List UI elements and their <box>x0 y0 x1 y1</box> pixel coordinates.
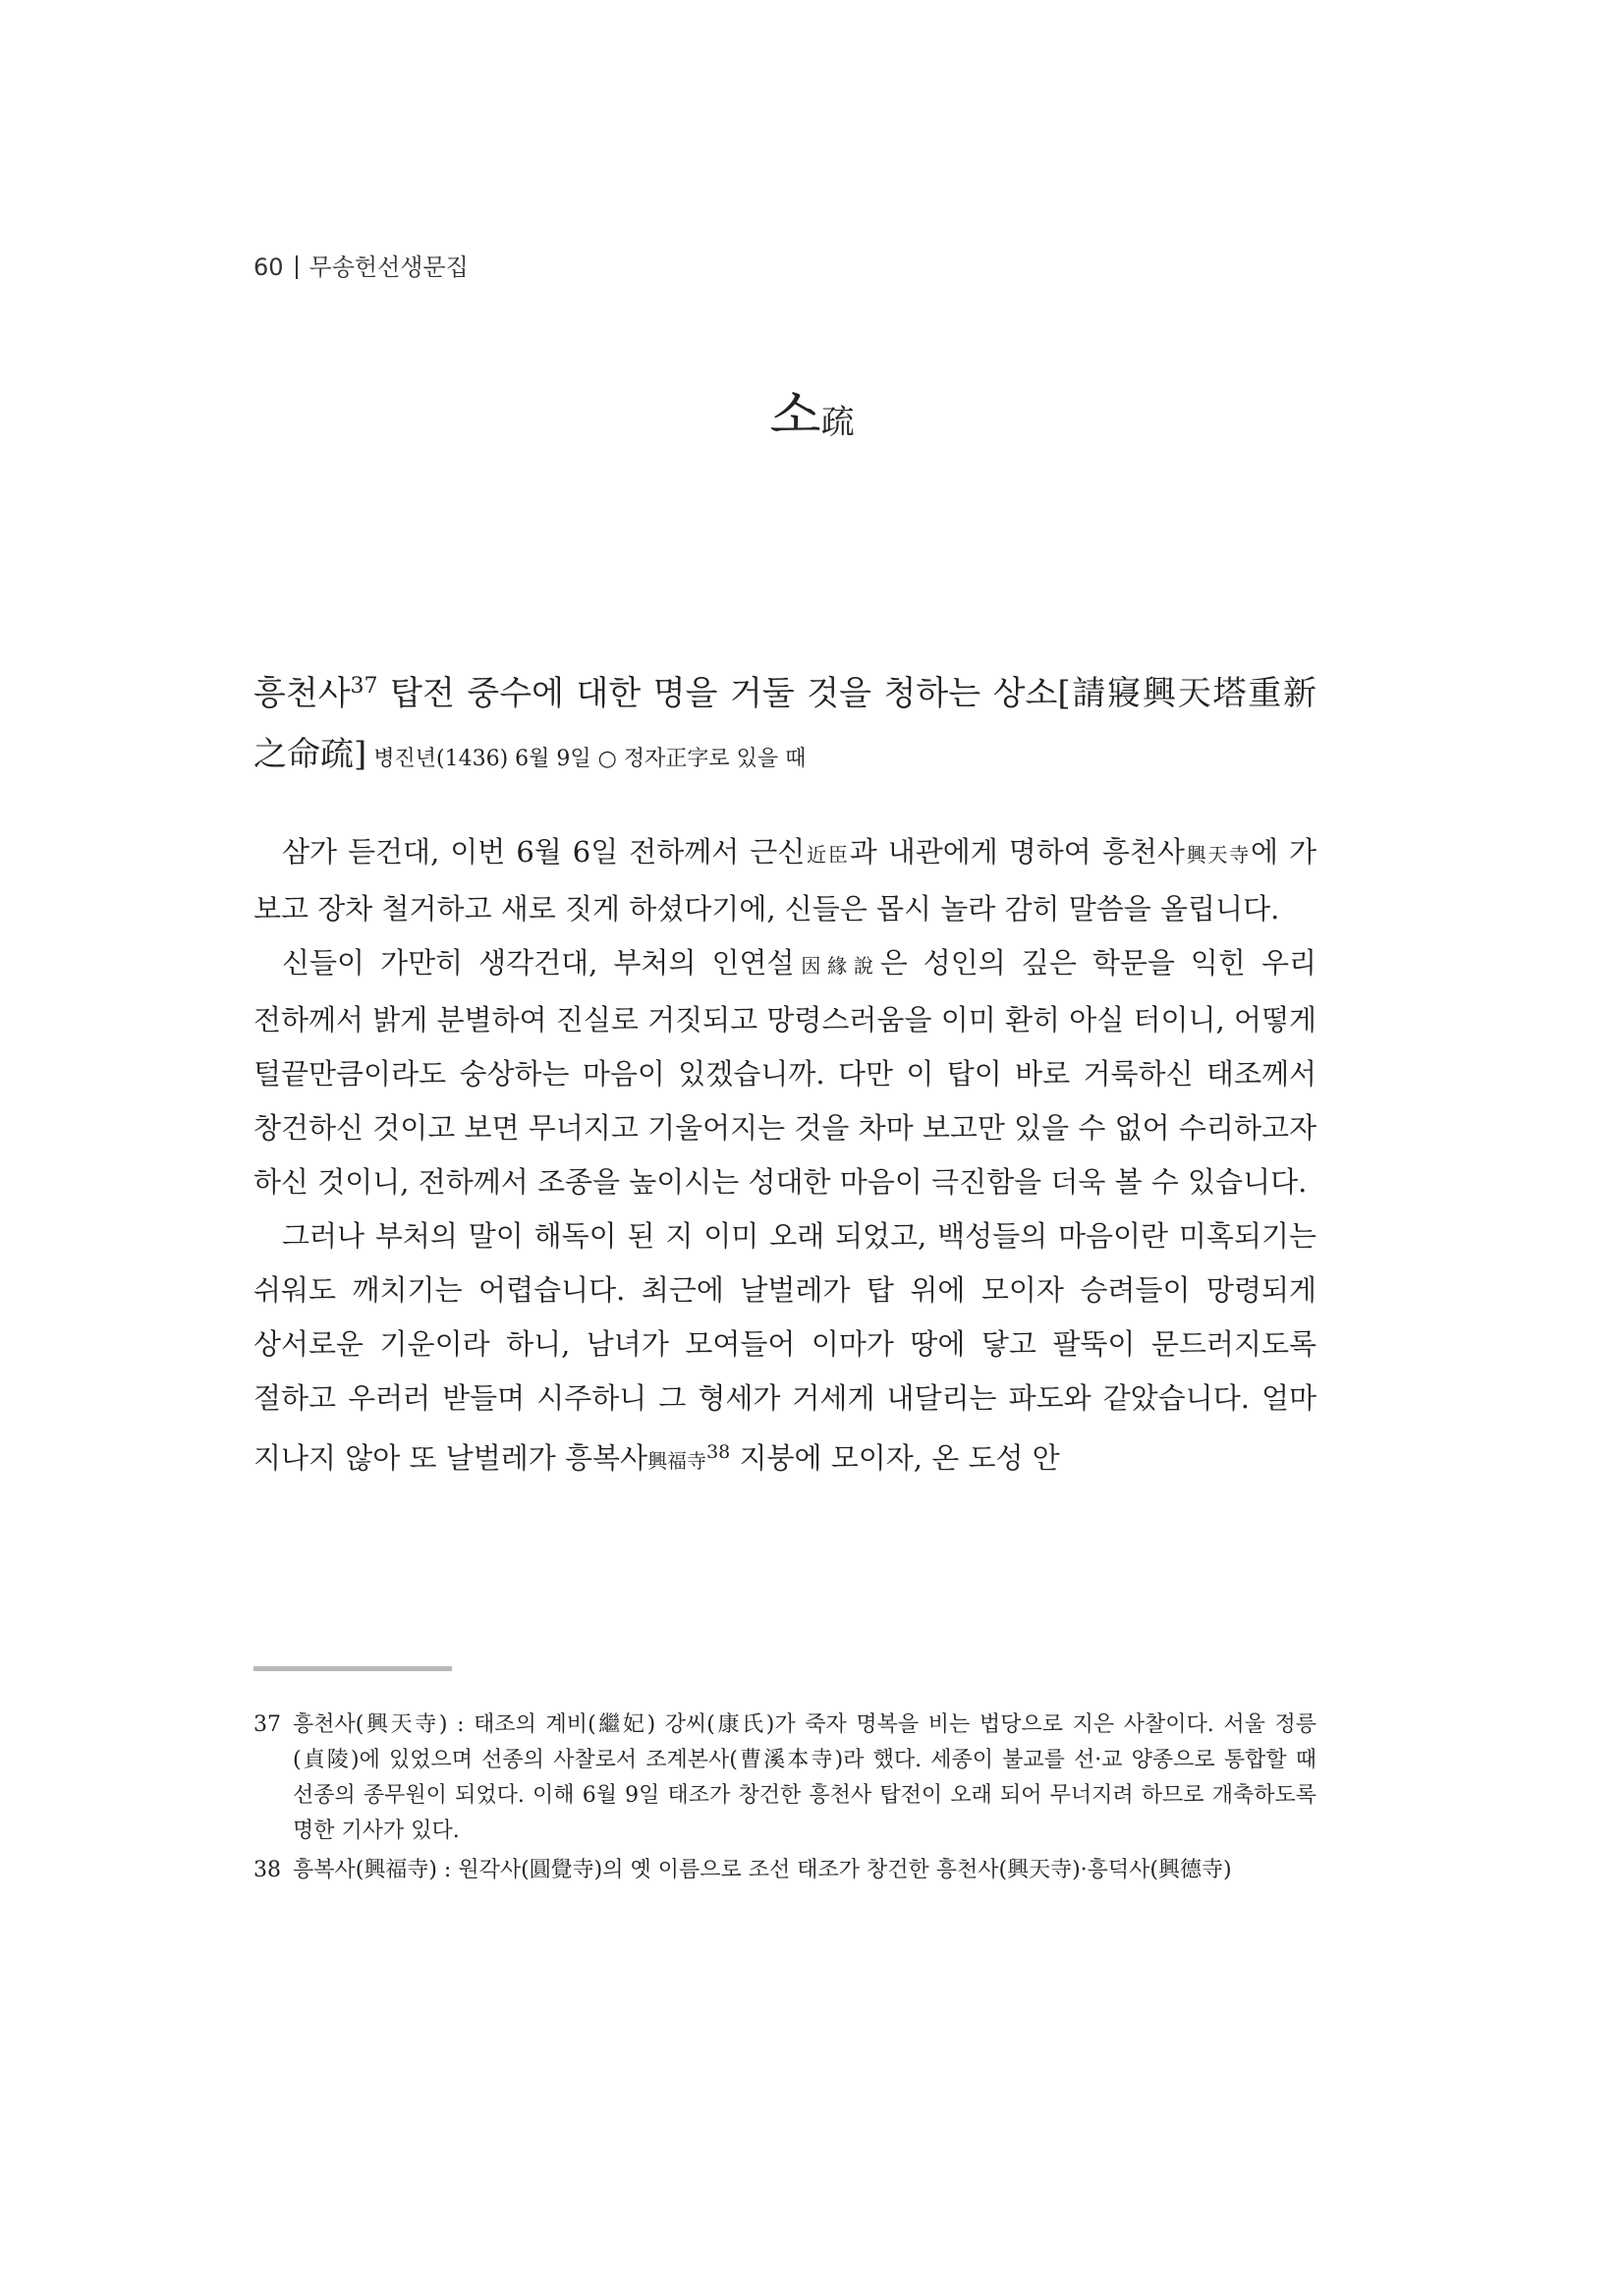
article-title-main: 흥천사 <box>253 674 351 713</box>
paragraph-3 <box>253 1209 1316 1488</box>
book-title: 무송헌선생문집 <box>308 253 469 281</box>
footnote-38 <box>253 1853 1316 1888</box>
paragraph-2-text-b: 은 성인의 깊은 학문을 익힌 우리 전하께서 밝게 분별하여 진실로 거짓되고 망령스러움을 이미 환히 아실 터이니, 어떻게 털끝만큼이라도 숭상하는 마음이 있겠습니까. 다만 이 탑이 바로 거룩하신 태조께서 창건하신 것이고 보면 무너지고 기울어지는 것을 차마 보고만 있을 수 없어 수리하고자 하신 것이니, 전하께서 조종을 높이시는 성대한 마음이 극진함을 더욱 볼 수 있습니다. <box>253 946 1316 1199</box>
article-title-rest: 탑전 중수에 대한 명을 거둘 것을 청하는 상소[請寢興天塔重新之命疏] <box>253 674 1316 774</box>
body-text <box>253 825 1316 1488</box>
hanja-gloss: 興天寺 <box>1184 843 1251 867</box>
paragraph-1 <box>253 825 1316 936</box>
paragraph-1-text-c: 에 가 보고 장차 철거하고 새로 짓게 하셨다기에, 신들은 몹시 놀라 감히 말씀을 올립니다. <box>253 835 1317 925</box>
footnote-number: 37 <box>253 1712 281 1737</box>
footnote-ref-37[interactable]: 37 <box>350 674 378 699</box>
paragraph-2 <box>253 936 1316 1209</box>
paragraph-1-text-a: 삼가 듣건대, 이번 6월 6일 전하께서 근신 <box>282 835 806 868</box>
footnote-ref-38[interactable]: 38 <box>706 1441 731 1463</box>
footnote-37 <box>253 1708 1316 1849</box>
paragraph-3-text-a: 그러나 부처의 말이 해독이 된 지 이미 오래 되었고, 백성들의 마음이란 미혹되기는 쉬워도 깨치기는 어렵습니다. 최근에 날벌레가 탑 위에 모이자 승려들이 망령되게 상서로운 기운이라 하니, 남녀가 모여들어 이마가 땅에 닿고 팔뚝이 문드러지도록 절하고 우러러 받들며 시주하니 그 형세가 거세게 내달리는 파도와 같았습니다. 얼마 지나지 않아 또 날벌레가 흥복사 <box>253 1219 1316 1475</box>
paragraph-1-text-b: 과 내관에게 명하여 흥천사 <box>849 835 1185 868</box>
section-title-hanja: 疏 <box>820 403 855 442</box>
hanja-gloss: 近臣 <box>805 843 850 867</box>
hanja-gloss: 興福寺 <box>647 1449 707 1473</box>
section-title-hangul: 소 <box>769 384 821 446</box>
paragraph-2-text-a: 신들이 가만히 생각건대, 부처의 인연설 <box>282 946 795 980</box>
hanja-gloss: 因緣說 <box>794 954 880 978</box>
running-head <box>253 248 469 282</box>
footnote-text: 흥천사(興天寺) : 태조의 계비(繼妃) 강씨(康氏)가 죽자 명복을 비는 법당으로 지은 사찰이다. 서울 정릉(貞陵)에 있었으며 선종의 사찰로서 조계본사(曹溪本寺)라 했다. 세종이 불교를 선·교 양종으로 통합할 때 선종의 종무원이 되었다. 이해 6월 9일 태조가 창건한 흥천사 탑전이 오래 되어 무너지려 하므로 개축하도록 명한 기사가 있다. <box>293 1712 1316 1843</box>
section-title <box>0 373 1624 449</box>
page-number: 60 <box>253 253 284 281</box>
footnotes <box>253 1708 1316 1892</box>
article-date-note: 병진년(1436) 6월 9일 ○ 정자正字로 있을 때 <box>366 747 807 771</box>
article-title <box>253 656 1316 790</box>
footnote-number: 38 <box>253 1858 281 1882</box>
footnote-text: 흥복사(興福寺) : 원각사(圓覺寺)의 옛 이름으로 조선 태조가 창건한 흥천사(興天寺)·흥덕사(興德寺) <box>293 1858 1232 1882</box>
footnote-divider <box>253 1666 452 1671</box>
paragraph-3-text-b: 지붕에 모이자, 온 도성 안 <box>730 1441 1060 1475</box>
header-separator <box>296 255 298 279</box>
